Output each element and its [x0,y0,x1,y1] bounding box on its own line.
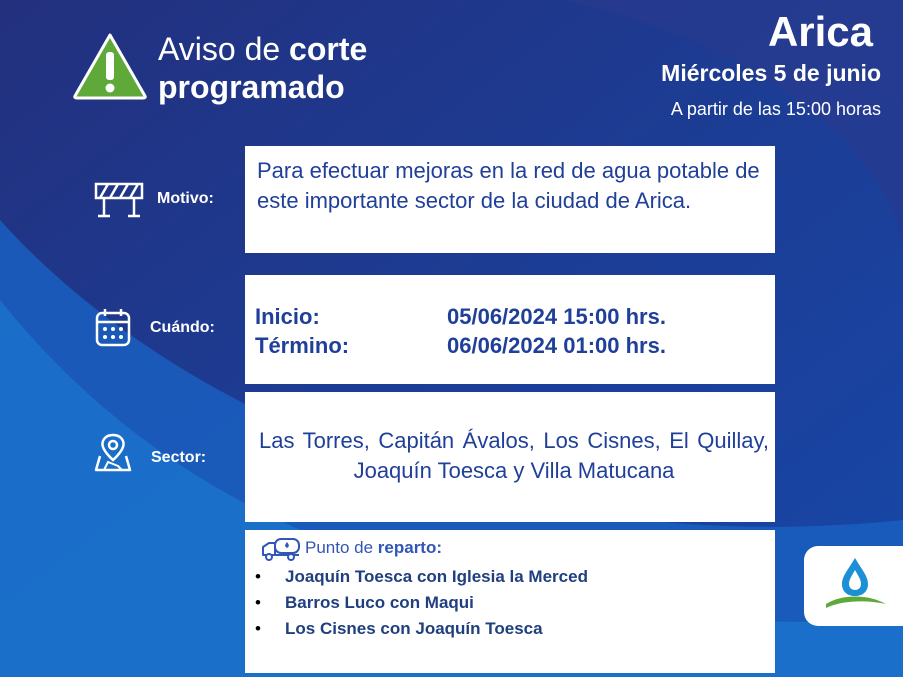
reparto-title: Punto de reparto: [305,538,443,557]
reparto-list [255,564,588,642]
water-truck-icon [261,536,301,562]
bullet: • [255,593,261,612]
cuando-box [245,275,775,384]
inicio-value: 05/06/2024 15:00 hrs. [447,304,666,329]
sector-label: Sector: [151,449,207,466]
water-drop-logo-icon [820,556,890,614]
cuando-label: Cuándo: [150,319,215,336]
termino-value: 06/06/2024 01:00 hrs. [447,333,666,358]
company-logo [804,546,903,626]
motivo-label: Motivo: [157,190,214,207]
date-text: Miércoles 5 de junio [661,60,881,86]
calendar-icon [94,308,144,348]
list-item: • Los Cisnes con Joaquín Toesca [255,616,588,642]
list-item: • Barros Luco con Maqui [255,590,588,616]
bullet: • [255,567,261,586]
city-name: Arica [767,8,873,55]
map-pin-icon [94,432,144,472]
title-line-1: Aviso de corte [158,31,368,67]
sector-text: Las Torres, Capitán Ávalos, Los Cisnes, El Quillay, Joaquín Toesca y Villa Matucana [259,428,769,483]
list-item: • Joaquín Toesca con Iglesia la Merced [255,564,588,590]
road-barrier-icon [94,180,144,220]
warning-icon [72,32,148,100]
termino-label: Término: [255,333,350,358]
bullet: • [255,619,261,638]
motivo-box: Para efectuar mejoras en la red de agua potable de este importante sector de la ciudad de Arica. [245,146,775,253]
sector-box [245,392,775,522]
inicio-label: Inicio: [255,304,320,329]
title-line-2: programado [158,69,345,105]
reparto-box [245,530,775,673]
time-text: A partir de las 15:00 horas [670,99,881,119]
